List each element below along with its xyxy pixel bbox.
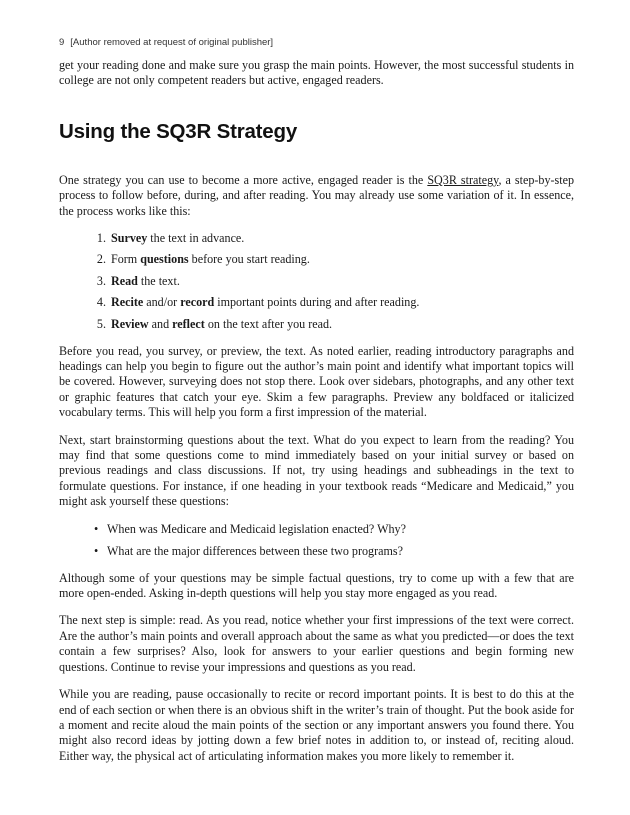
read-paragraph: The next step is simple: read. As you read, notice whether your first impressions of the text were correct. Are the author’s main points and overall approach about the same as what you predicted—or does the text contain a few surprises? Also, look for answers to your earlier questions and begin forming new questions. Continue to revise your impressions and questions as you read.: [59, 613, 574, 674]
sq3r-strategy-link[interactable]: SQ3R strategy: [427, 172, 499, 187]
bullet-icon: •: [94, 543, 99, 558]
step-keyword: Read: [111, 273, 138, 288]
open-ended-paragraph: Although some of your questions may be simple factual questions, try to come up with a few that are more open-ended. Asking in-depth questions will help you stay more engaged as you read.: [59, 570, 574, 601]
step-keyword: Review: [111, 316, 149, 331]
step-item: 3. Read the text.: [109, 274, 574, 289]
step-keyword: questions: [140, 252, 189, 267]
list-item: • What are the major differences between these two programs?: [94, 543, 403, 558]
lead-text-before: One strategy you can use to become a more active, engaged reader is the: [59, 172, 428, 187]
section-heading: Using the SQ3R Strategy: [59, 119, 298, 143]
bullet-icon: •: [94, 521, 99, 536]
document-page: [59, 36, 574, 776]
step-keyword: reflect: [172, 316, 205, 331]
running-header: [59, 36, 574, 50]
step-keyword: Survey: [111, 231, 148, 246]
list-item: • When was Medicare and Medicaid legislation enacted? Why?: [94, 521, 406, 536]
recite-paragraph: While you are reading, pause occasionally to recite or record important points. It is best to do this at the end of each section or when there is an obvious shift in the writer’s train of thought. Put the book aside for a moment and recite aloud the main points of the section or any important answers you found there. You might also record ideas by jotting down a few brief notes in addition to, or instead of, reciting aloud. Either way, the physical act of articulating information makes you more likely to remember it.: [59, 687, 574, 763]
lead-paragraph: [59, 173, 574, 219]
intro-paragraph: get your reading done and make sure you grasp the main points. However, the most successful students in college are not only competent readers but active, engaged readers.: [59, 58, 574, 88]
running-title: [Author removed at request of original publisher]: [70, 37, 274, 48]
step-item: 1. Survey the text in advance.: [109, 231, 574, 246]
step-keyword: record: [180, 295, 215, 310]
step-item: 2. Form questions before you start reading.: [109, 252, 574, 267]
survey-paragraph: Before you read, you survey, or preview, the text. As noted earlier, reading introductory paragraphs and headings can help you begin to figure out the author’s main point and identify what important topics will be covered. However, surveying does not stop there. Look over sidebars, photographs, and any other text or graphic features that catch your eye. Skim a few paragraphs. Preview any boldfaced or italicized vocabulary terms. This will help you form a first impression of the material.: [59, 343, 574, 420]
sq3r-steps-list: [59, 231, 574, 332]
page-number: 9: [59, 37, 65, 48]
example-questions-list: [59, 522, 574, 559]
step-item: 4. Recite and/or record important points during and after reading.: [109, 295, 574, 310]
questions-paragraph: Next, start brainstorming questions about the text. What do you expect to learn from the reading? You may find that some questions come to mind immediately based on your initial survey or based on previous readings and class discussions. If not, try using headings and subheadings in the text to formulate questions. For instance, if one heading in your textbook reads “Medicare and Medicaid,” you might ask yourself these questions:: [59, 432, 574, 509]
lead-text-after: , a step-by-step process to follow before, during, and after reading. You may already use some variation of it. In essence, the process works like this:: [59, 172, 574, 218]
step-item: 5. Review and reflect on the text after you read.: [109, 317, 574, 332]
step-keyword: Recite: [111, 295, 144, 310]
